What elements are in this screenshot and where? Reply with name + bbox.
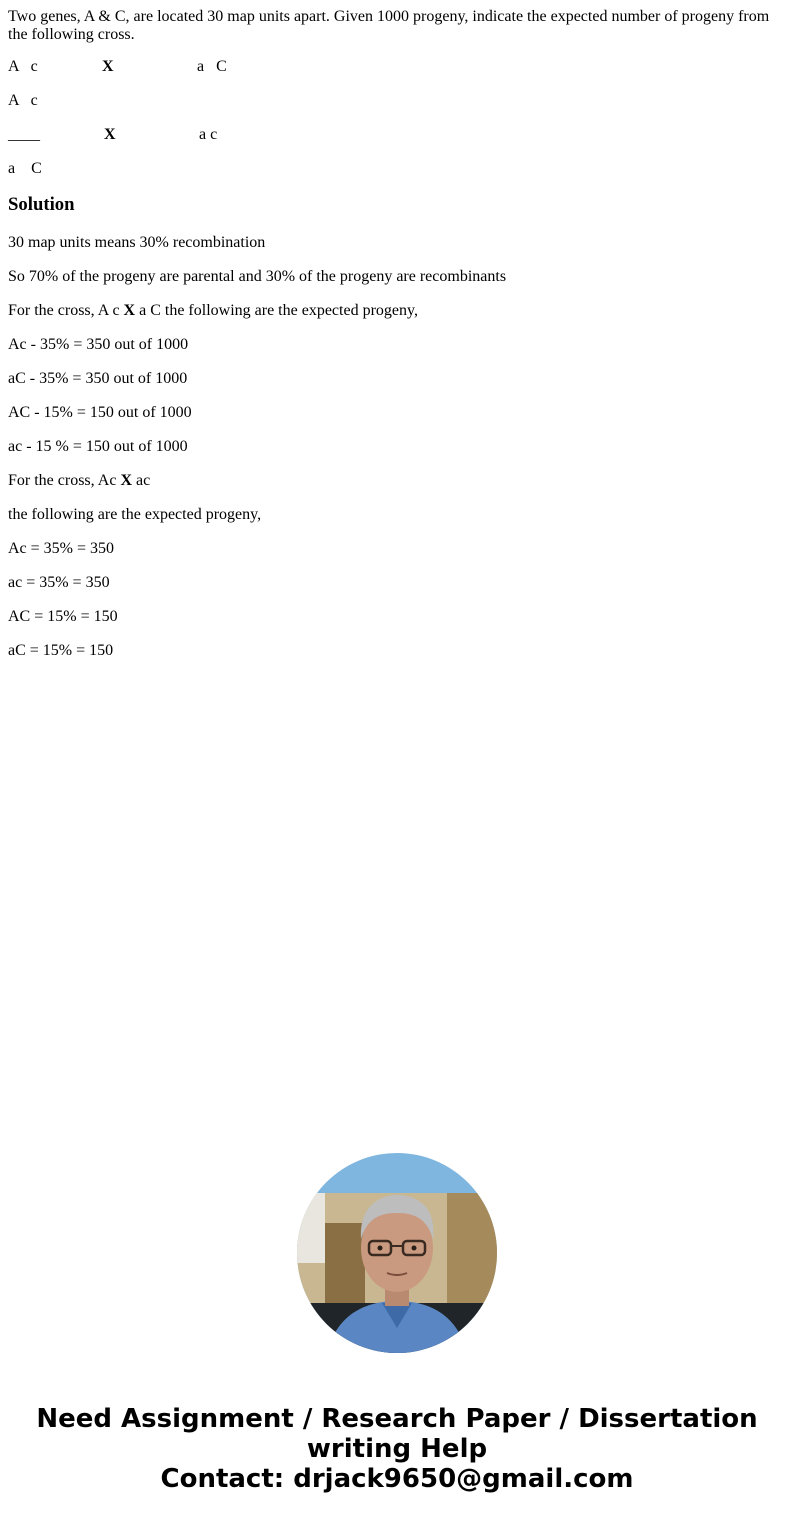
cross-1-x: X: [123, 302, 136, 319]
cross-row-1-x: X: [102, 58, 114, 75]
solution-line-2: So 70% of the progeny are parental and 30% of the progeny are recombinants: [8, 268, 507, 285]
footer-line-2: writing Help: [306, 1434, 488, 1464]
cross-row-3-x: X: [104, 126, 116, 143]
cross-row-4: [8, 160, 786, 178]
cross-2-result: AC = 15% = 150: [8, 608, 118, 625]
cross-2-result: aC = 15% = 150: [8, 642, 114, 659]
cross-2-x: X: [120, 472, 132, 489]
cross-row-2-left: A c: [8, 92, 38, 109]
cross-1-result: ac - 15 % = 150 out of 1000: [8, 438, 188, 455]
cross-2-result: Ac = 35% = 350: [8, 540, 115, 557]
cross-1-intro: For the cross, A c X a C the following are the expected progeny,: [8, 302, 418, 319]
cross-1-result: aC - 35% = 350 out of 1000: [8, 370, 188, 387]
cross-2-subtitle: the following are the expected progeny,: [8, 506, 262, 523]
cross-row-2: [8, 92, 786, 110]
cross-1-result: AC - 15% = 150 out of 1000: [8, 404, 192, 421]
question-text: Two genes, A & C, are located 30 map units apart. Given 1000 progeny, indicate the expected number of progeny from the following cross.: [8, 8, 770, 43]
cross-row-1-right: a C: [197, 58, 227, 75]
cross-2-result: ac = 35% = 350: [8, 574, 110, 591]
cross-1-result: Ac - 35% = 350 out of 1000: [8, 336, 189, 353]
cross-row-3: [8, 126, 786, 144]
cross-row-1: [8, 58, 786, 76]
solution-line-1: 30 map units means 30% recombination: [8, 234, 266, 251]
solution-heading: Solution: [8, 194, 75, 215]
footer-line-1: Need Assignment / Research Paper / Dissertation: [36, 1404, 758, 1434]
avatar-portrait: [297, 1153, 497, 1353]
cross-row-3-left: ____: [8, 126, 40, 143]
cross-2-intro: For the cross, Ac X ac: [8, 472, 151, 489]
document-content: [8, 8, 786, 676]
footer-contact: [0, 1404, 794, 1494]
cross-row-4-left: a C: [8, 160, 42, 177]
cross-row-1-left: A c: [8, 58, 38, 75]
avatar: [297, 1153, 497, 1353]
footer-line-3: Contact: drjack9650@gmail.com: [160, 1464, 634, 1494]
cross-row-3-right: a c: [199, 126, 218, 143]
